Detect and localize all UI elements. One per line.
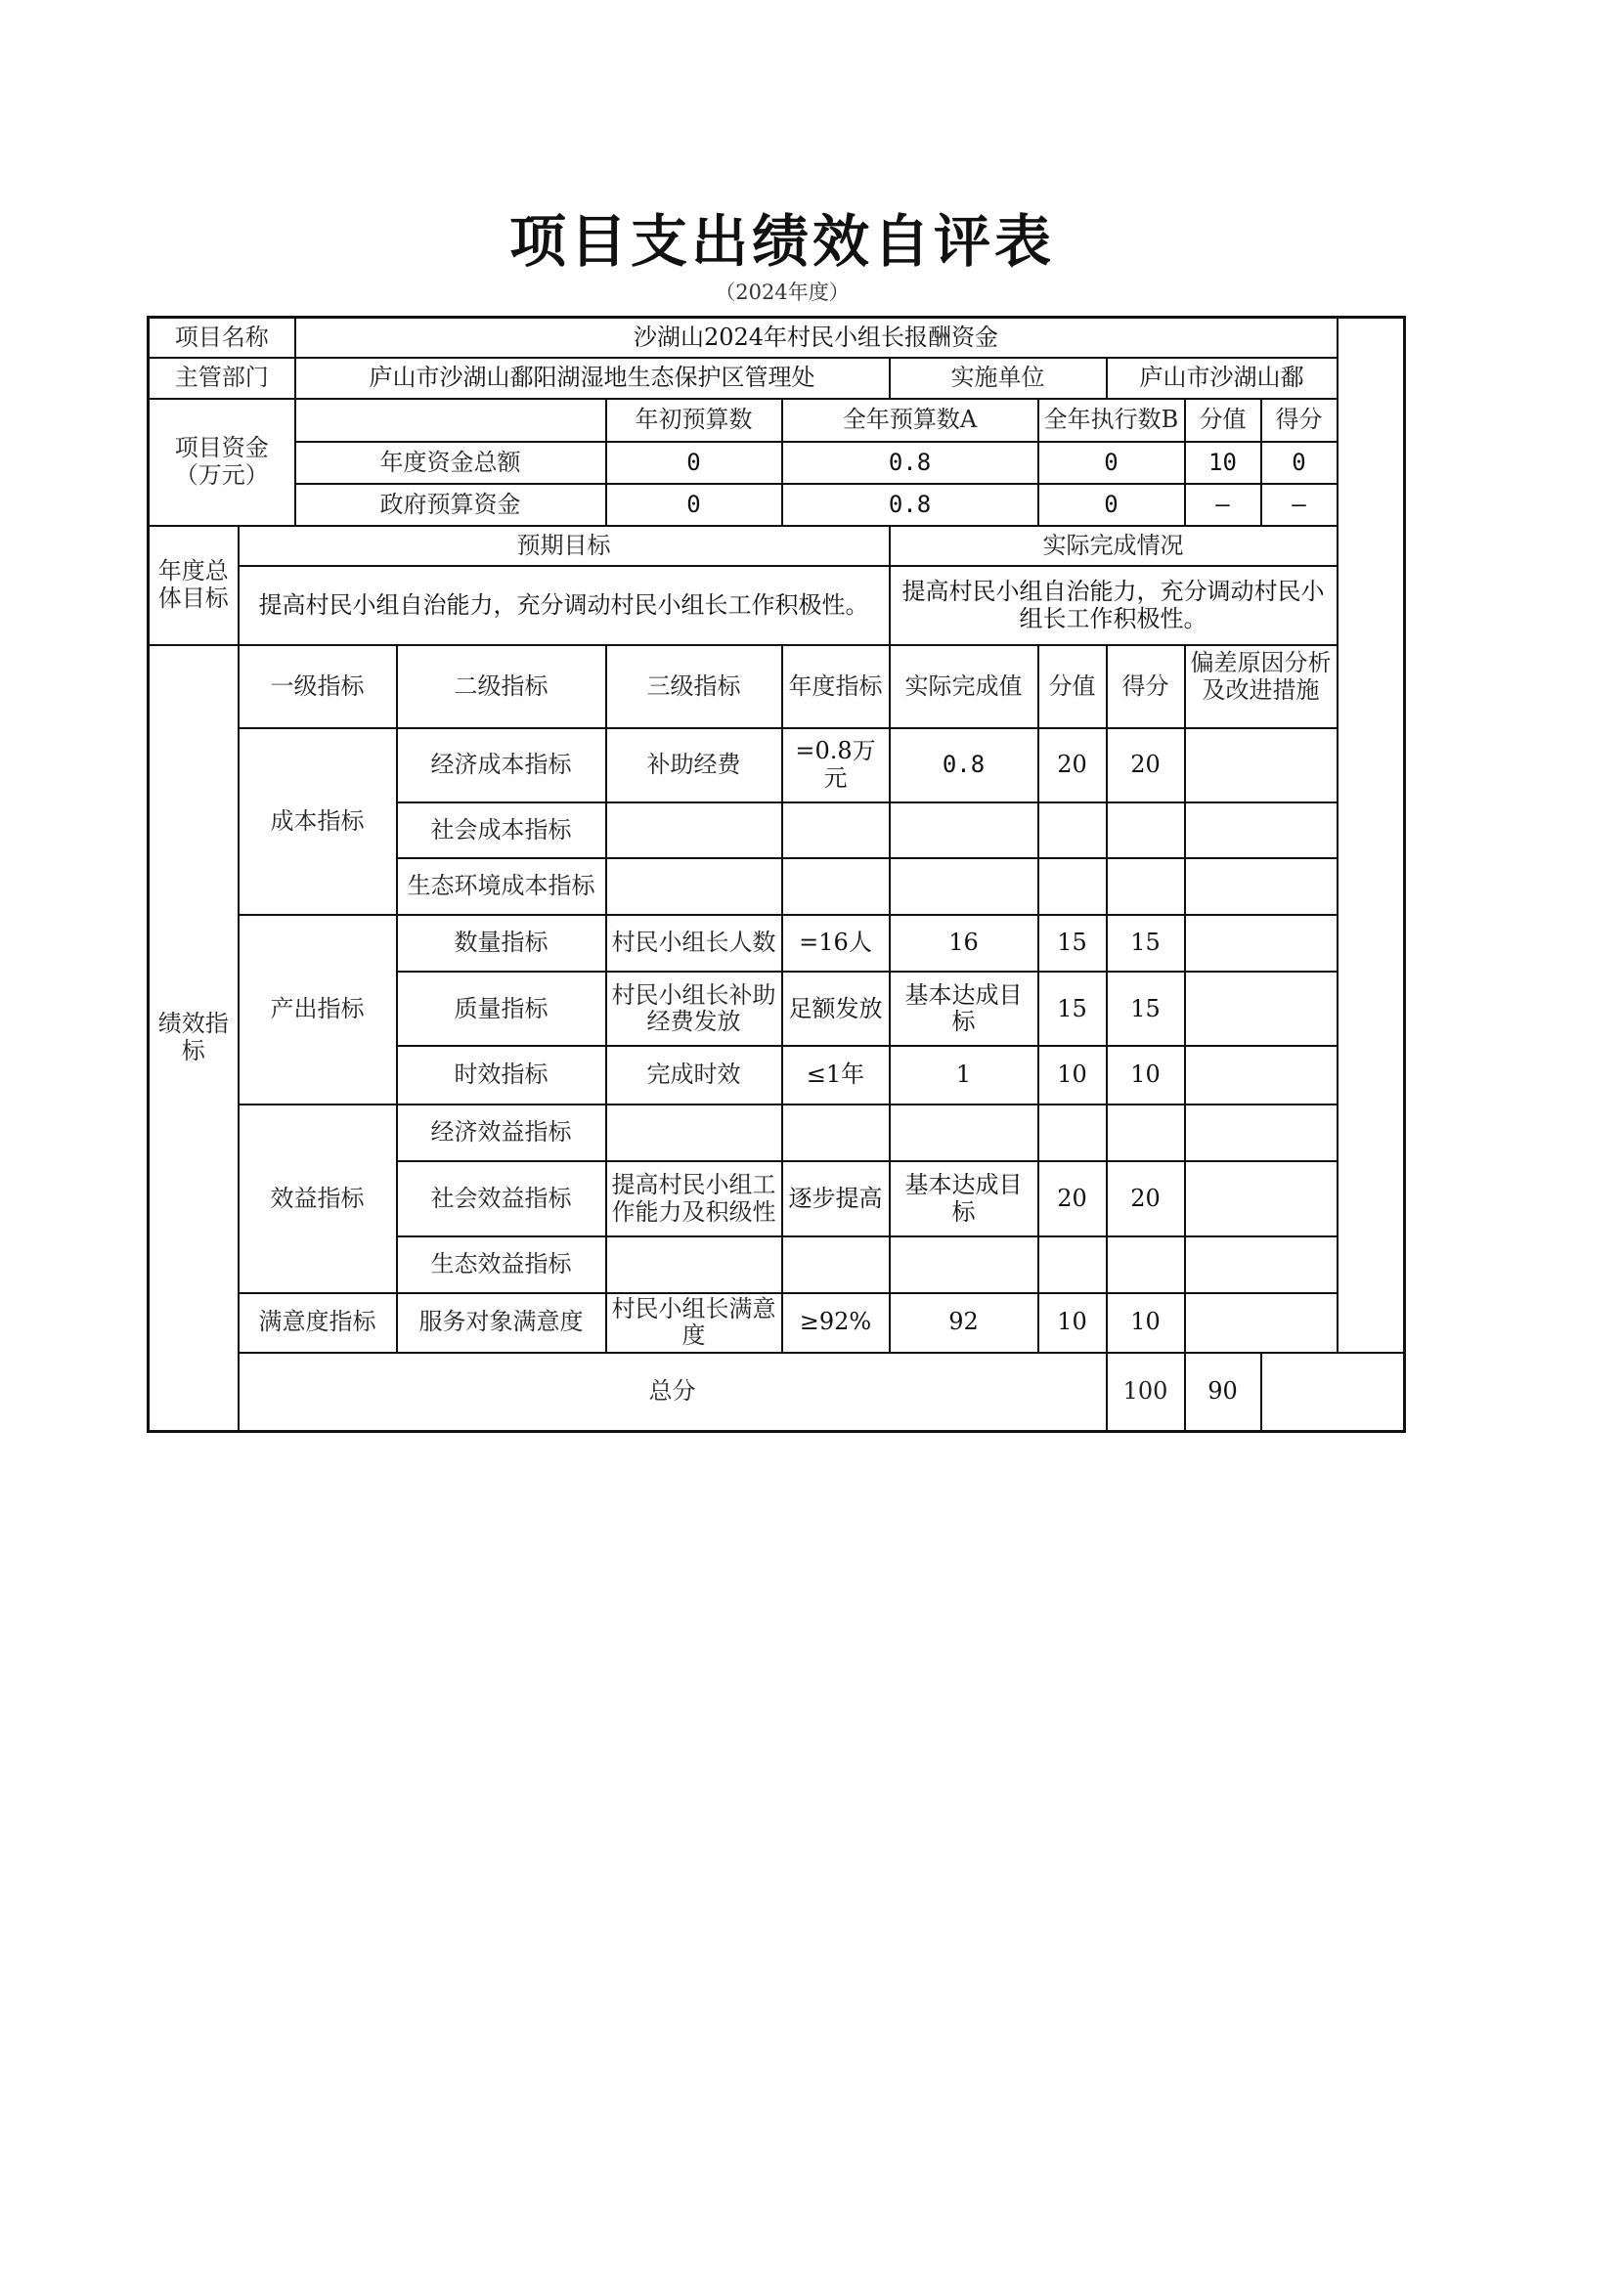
project-value: 沙湖山2024年村民小组长报酬资金 — [295, 318, 1338, 358]
target-cell: =16人 — [782, 915, 890, 973]
funds-exec: 0 — [1038, 484, 1185, 525]
total-row — [149, 1353, 1405, 1432]
level2-cell: 数量指标 — [397, 915, 606, 973]
total-got: 90 — [1185, 1353, 1261, 1432]
level2-cell: 经济成本指标 — [397, 728, 606, 802]
got-cell — [1107, 802, 1185, 859]
project-label: 项目名称 — [149, 318, 295, 358]
target-cell — [782, 1236, 890, 1293]
level3-cell: 村民小组长满意度 — [606, 1293, 782, 1353]
header-executed: 全年执行数B — [1038, 399, 1185, 441]
got-cell: 10 — [1107, 1046, 1185, 1105]
target-cell — [782, 802, 890, 859]
reason-cell — [1185, 1236, 1338, 1293]
level3-cell — [606, 1236, 782, 1293]
level2-cell: 生态效益指标 — [397, 1236, 606, 1293]
benefit-indicator-label: 效益指标 — [239, 1105, 397, 1293]
target-cell — [782, 858, 890, 915]
score-cell: 20 — [1038, 728, 1107, 802]
level3-cell: 村民小组长补助经费发放 — [606, 972, 782, 1046]
funds-row-label: 政府预算资金 — [295, 484, 606, 525]
header-full-budget: 全年预算数A — [782, 399, 1038, 441]
table-row — [149, 1293, 1405, 1353]
header-initial-budget: 年初预算数 — [606, 399, 782, 441]
reason-cell — [1185, 802, 1338, 859]
year-note: （2024年度） — [715, 281, 850, 304]
funds-row-label: 年度资金总额 — [295, 442, 606, 484]
reason-cell — [1185, 1046, 1338, 1105]
actual-cell — [890, 1236, 1038, 1293]
level3-cell — [606, 1105, 782, 1162]
output-indicator-label: 产出指标 — [239, 915, 397, 1105]
reason-cell — [1185, 1105, 1338, 1162]
table-row — [149, 1105, 1405, 1162]
goal-label: 年度总体目标 — [149, 526, 239, 645]
level2-cell: 服务对象满意度 — [397, 1293, 606, 1353]
header-target: 年度指标 — [782, 645, 890, 728]
reason-cell — [1185, 858, 1338, 915]
got-cell — [1107, 1236, 1185, 1293]
got-cell: 20 — [1107, 1161, 1185, 1236]
goal-actual-label: 实际完成情况 — [890, 526, 1338, 566]
got-cell: 20 — [1107, 728, 1185, 802]
funds-got: — — [1261, 484, 1338, 525]
level2-cell: 经济效益指标 — [397, 1105, 606, 1162]
got-cell — [1107, 858, 1185, 915]
funds-initial: 0 — [606, 484, 782, 525]
score-cell — [1038, 1236, 1107, 1293]
goal-expected: 提高村民小组自治能力，充分调动村民小组长工作积极性。 — [239, 566, 890, 645]
page-title: 项目支出绩效自评表 — [508, 208, 1055, 275]
header-level3: 三级指标 — [606, 645, 782, 728]
funds-row-gov — [149, 484, 1405, 525]
target-cell: 逐步提高 — [782, 1161, 890, 1236]
goal-actual: 提高村民小组自治能力，充分调动村民小组长工作积极性。 — [890, 566, 1338, 645]
actual-cell — [890, 802, 1038, 859]
got-cell: 15 — [1107, 915, 1185, 973]
header-got: 得分 — [1107, 645, 1185, 728]
reason-cell — [1185, 915, 1338, 973]
header-actual: 实际完成值 — [890, 645, 1038, 728]
actual-cell: 0.8 — [890, 728, 1038, 802]
score-cell: 10 — [1038, 1046, 1107, 1105]
unit-value: 庐山市沙湖山鄱 — [1107, 358, 1338, 399]
total-reason — [1261, 1353, 1405, 1432]
funds-score: 10 — [1185, 442, 1261, 484]
satisfaction-indicator-label: 满意度指标 — [239, 1293, 397, 1353]
reason-cell — [1185, 1293, 1338, 1353]
dept-row — [149, 358, 1405, 399]
funds-header-blank — [295, 399, 606, 441]
level2-cell: 社会成本指标 — [397, 802, 606, 859]
goal-expected-label: 预期目标 — [239, 526, 890, 566]
level2-cell: 时效指标 — [397, 1046, 606, 1105]
funds-row-total — [149, 442, 1405, 484]
actual-cell: 92 — [890, 1293, 1038, 1353]
score-cell: 15 — [1038, 915, 1107, 973]
table-row — [149, 728, 1405, 802]
self-evaluation-table — [147, 316, 1406, 1433]
funds-full: 0.8 — [782, 484, 1038, 525]
actual-cell — [890, 1105, 1038, 1162]
header-score: 分值 — [1038, 645, 1107, 728]
reason-cell — [1185, 1161, 1338, 1236]
score-cell: 20 — [1038, 1161, 1107, 1236]
got-cell — [1107, 1105, 1185, 1162]
actual-cell: 16 — [890, 915, 1038, 973]
target-cell: ≥92% — [782, 1293, 890, 1353]
score-cell — [1038, 1105, 1107, 1162]
perf-label: 绩效指标 — [149, 645, 239, 1432]
project-row — [149, 318, 1405, 358]
level3-cell: 补助经费 — [606, 728, 782, 802]
unit-label: 实施单位 — [890, 358, 1107, 399]
level3-cell: 提高村民小组工作能力及积级性 — [606, 1161, 782, 1236]
target-cell — [782, 1105, 890, 1162]
reason-cell — [1185, 728, 1338, 802]
target-cell: 足额发放 — [782, 972, 890, 1046]
header-level2: 二级指标 — [397, 645, 606, 728]
level3-cell: 村民小组长人数 — [606, 915, 782, 973]
level3-cell — [606, 858, 782, 915]
score-cell — [1038, 802, 1107, 859]
score-cell: 10 — [1038, 1293, 1107, 1353]
funds-label: 项目资金（万元） — [149, 399, 295, 525]
level2-cell: 质量指标 — [397, 972, 606, 1046]
table-row — [149, 915, 1405, 973]
level3-cell: 完成时效 — [606, 1046, 782, 1105]
dept-label: 主管部门 — [149, 358, 295, 399]
header-score: 分值 — [1185, 399, 1261, 441]
funds-got: 0 — [1261, 442, 1338, 484]
goal-header-row — [149, 526, 1405, 566]
level2-cell: 社会效益指标 — [397, 1161, 606, 1236]
total-score: 100 — [1107, 1353, 1185, 1432]
actual-cell — [890, 858, 1038, 915]
score-cell: 15 — [1038, 972, 1107, 1046]
header-level1: 一级指标 — [239, 645, 397, 728]
actual-cell: 基本达成目标 — [890, 1161, 1038, 1236]
total-label: 总分 — [239, 1353, 1107, 1432]
target-cell: =0.8万元 — [782, 728, 890, 802]
level3-cell — [606, 802, 782, 859]
perf-header-row — [149, 645, 1405, 728]
header-got: 得分 — [1261, 399, 1338, 441]
reason-cell — [1185, 972, 1338, 1046]
dept-value: 庐山市沙湖山鄱阳湖湿地生态保护区管理处 — [295, 358, 890, 399]
funds-exec: 0 — [1038, 442, 1185, 484]
got-cell: 10 — [1107, 1293, 1185, 1353]
funds-initial: 0 — [606, 442, 782, 484]
funds-header-row — [149, 399, 1405, 441]
got-cell: 15 — [1107, 972, 1185, 1046]
level2-cell: 生态环境成本指标 — [397, 858, 606, 915]
goal-content-row — [149, 566, 1405, 645]
score-cell — [1038, 858, 1107, 915]
cost-indicator-label: 成本指标 — [239, 728, 397, 915]
actual-cell: 1 — [890, 1046, 1038, 1105]
funds-full: 0.8 — [782, 442, 1038, 484]
target-cell: ≤1年 — [782, 1046, 890, 1105]
header-reason: 偏差原因分析及改进措施 — [1185, 645, 1338, 728]
funds-score: — — [1185, 484, 1261, 525]
actual-cell: 基本达成目标 — [890, 972, 1038, 1046]
